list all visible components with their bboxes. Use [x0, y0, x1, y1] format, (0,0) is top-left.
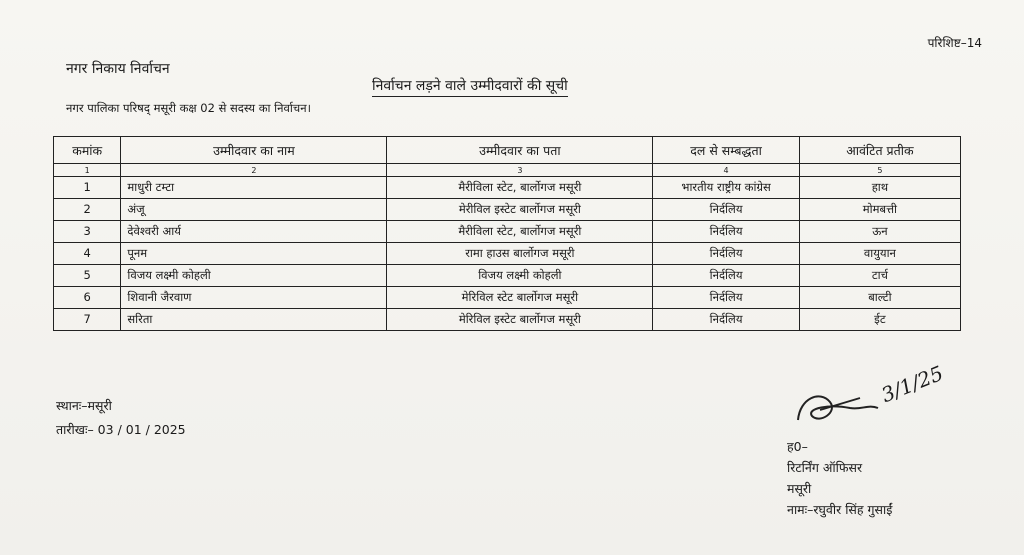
- column-number: 3: [387, 164, 653, 177]
- header-symbol: आवंटित प्रतीक: [799, 137, 960, 164]
- sign-designation: रिटर्निंग ऑफिसर: [787, 460, 863, 475]
- cell-symbol: बाल्टी: [799, 287, 960, 309]
- document-title: निर्वाचन लड़ने वाले उम्मीदवारों की सूची: [372, 76, 568, 97]
- cell-name: विजय लक्ष्मी कोहली: [121, 265, 387, 287]
- header-serial: कमांक: [54, 137, 121, 164]
- cell-symbol: ईट: [799, 309, 960, 331]
- sign-location: मसूरी: [787, 481, 812, 496]
- cell-address: मेरिविल इस्टेट बार्लोगज मसूरी: [387, 309, 653, 331]
- cell-party: भारतीय राष्ट्रीय कांग्रेस: [653, 177, 800, 199]
- table-header-row: [54, 137, 961, 164]
- signature-date: 3/1/25: [877, 360, 947, 408]
- table-row: [54, 243, 961, 265]
- column-number: 2: [121, 164, 387, 177]
- cell-serial: 7: [54, 309, 121, 331]
- signatory-block: [787, 436, 892, 520]
- table-row: [54, 265, 961, 287]
- candidates-table: [53, 136, 961, 331]
- cell-serial: 1: [54, 177, 121, 199]
- cell-address: मैरीविला स्टेट, बार्लोगज मसूरी: [387, 221, 653, 243]
- cell-symbol: टार्च: [799, 265, 960, 287]
- cell-name: अंजू: [121, 199, 387, 221]
- table-row: [54, 199, 961, 221]
- cell-party: निर्दलिय: [653, 287, 800, 309]
- date-label: तारीखः– 03 / 01 / 2025: [56, 422, 186, 437]
- header-address: उम्मीदवार का पता: [387, 137, 653, 164]
- cell-party: निर्दलिय: [653, 243, 800, 265]
- table-row: [54, 221, 961, 243]
- cell-address: विजय लक्ष्मी कोहली: [387, 265, 653, 287]
- cell-party: निर्दलिय: [653, 265, 800, 287]
- table-row: [54, 309, 961, 331]
- table-row: [54, 177, 961, 199]
- cell-serial: 2: [54, 199, 121, 221]
- cell-serial: 4: [54, 243, 121, 265]
- cell-party: निर्दलिय: [653, 199, 800, 221]
- cell-name: पूनम: [121, 243, 387, 265]
- column-number-row: [54, 164, 961, 177]
- document-subtitle: नगर पालिका परिषद् मसूरी कक्ष 02 से सदस्य का निर्वाचन।: [66, 101, 311, 115]
- cell-name: माधुरी टम्टा: [121, 177, 387, 199]
- cell-address: रामा हाउस बार्लोगज मसूरी: [387, 243, 653, 265]
- column-number: 1: [54, 164, 121, 177]
- cell-name: देवेश्वरी आर्य: [121, 221, 387, 243]
- cell-party: निर्दलिय: [653, 221, 800, 243]
- cell-address: मेरीविल इस्टेट बार्लोगज मसूरी: [387, 199, 653, 221]
- election-header: नगर निकाय निर्वाचन: [66, 61, 170, 77]
- cell-name: शिवानी जैरवाण: [121, 287, 387, 309]
- cell-symbol: मोमबत्ती: [799, 199, 960, 221]
- annex-label: परिशिष्ट–14: [927, 36, 982, 50]
- cell-party: निर्दलिय: [653, 309, 800, 331]
- column-number: 5: [799, 164, 960, 177]
- sign-name: नामः–रघुवीर सिंह गुसाईं: [787, 502, 893, 517]
- cell-name: सरिता: [121, 309, 387, 331]
- cell-serial: 3: [54, 221, 121, 243]
- cell-symbol: वायुयान: [799, 243, 960, 265]
- column-number: 4: [653, 164, 800, 177]
- cell-address: मैरीविला स्टेट, बार्लोगज मसूरी: [387, 177, 653, 199]
- sign-prefix: ह0–: [787, 439, 808, 454]
- header-party: दल से सम्बद्धता: [653, 137, 800, 164]
- cell-address: मेरिविल स्टेट बार्लोगज मसूरी: [387, 287, 653, 309]
- cell-serial: 6: [54, 287, 121, 309]
- cell-serial: 5: [54, 265, 121, 287]
- cell-symbol: हाथ: [799, 177, 960, 199]
- header-name: उम्मीदवार का नाम: [121, 137, 387, 164]
- cell-symbol: ऊन: [799, 221, 960, 243]
- place-label: स्थानः–मसूरी: [56, 398, 112, 413]
- table-row: [54, 287, 961, 309]
